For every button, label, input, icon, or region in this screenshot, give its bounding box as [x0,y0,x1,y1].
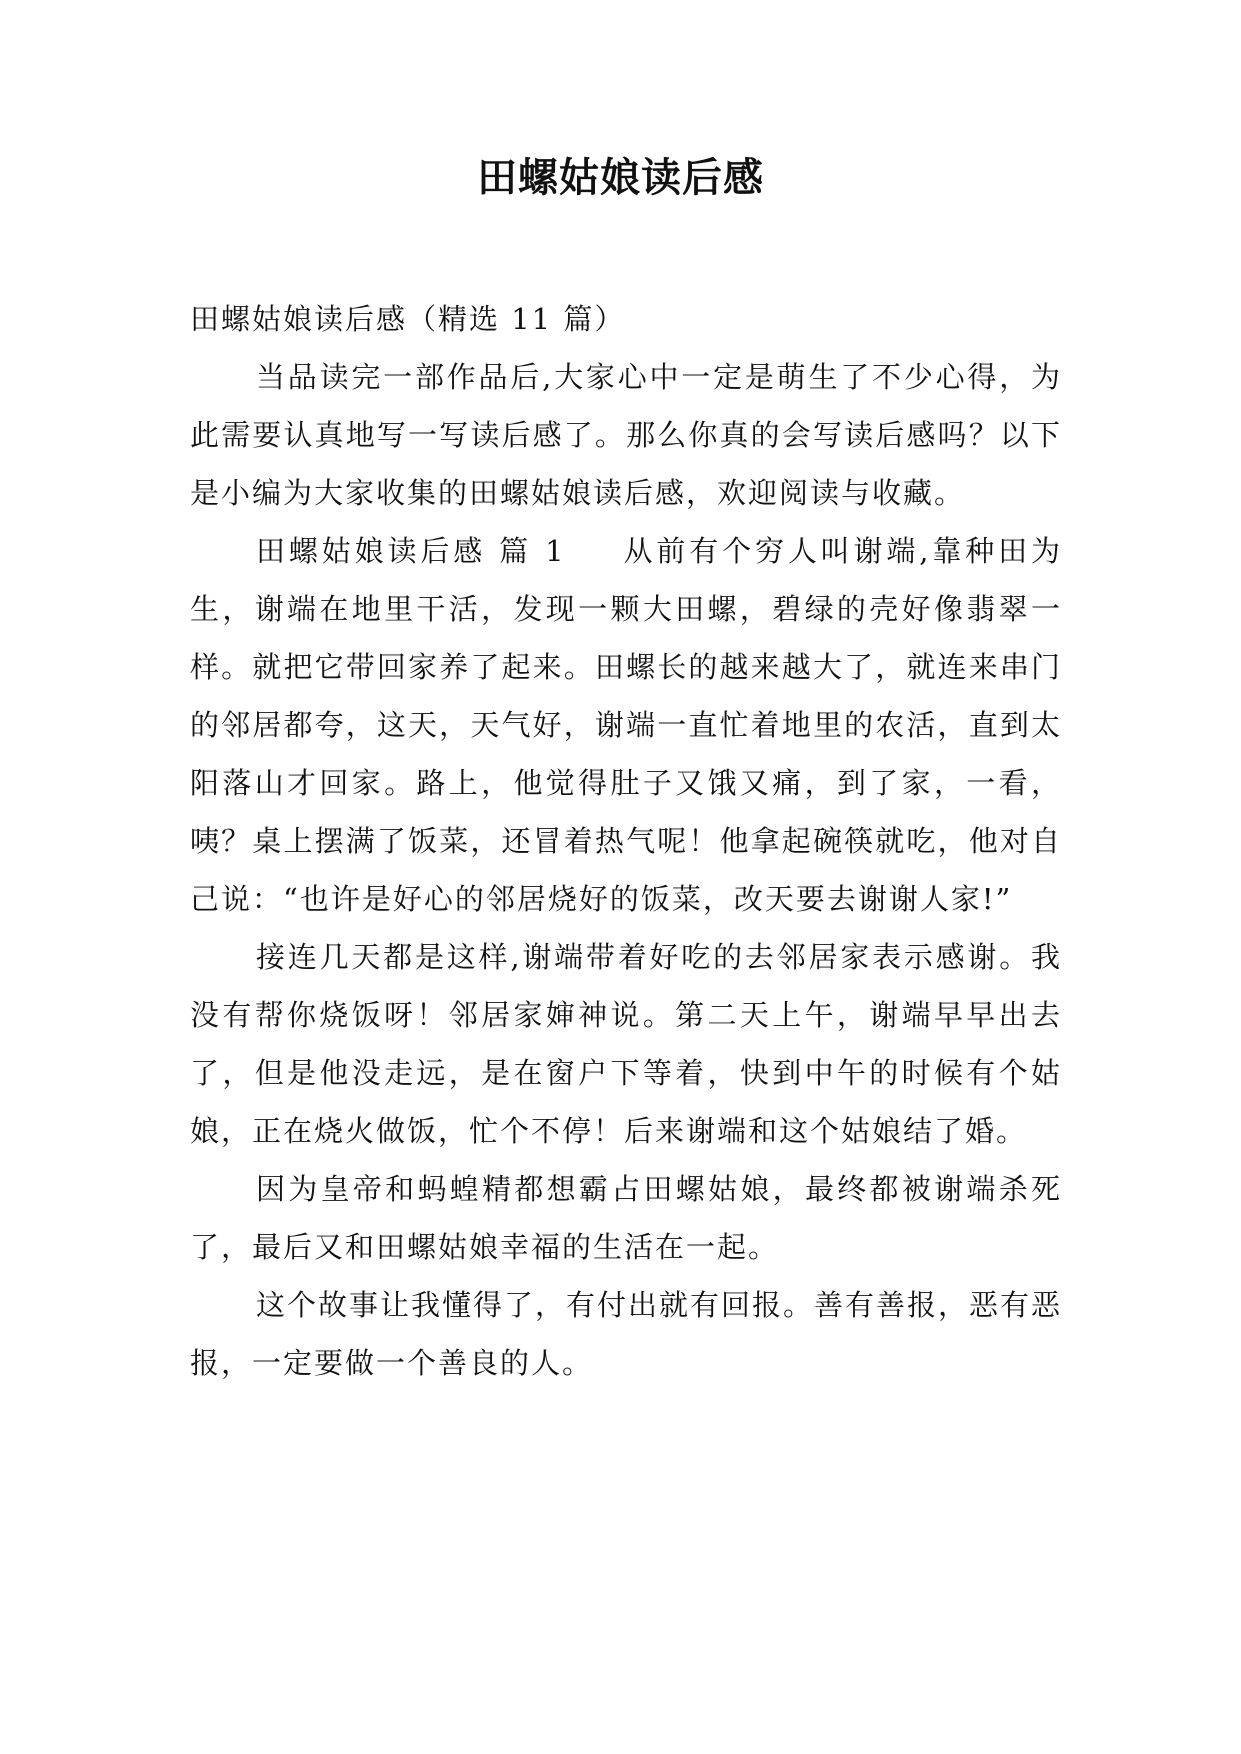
document-subtitle: 田螺姑娘读后感（精选 11 篇） [190,302,626,336]
paragraph-3: 因为皇帝和蚂蝗精都想霸占田螺姑娘，最终都被谢端杀死了，最后又和田螺姑娘幸福的生活在一起。 [190,1172,1062,1264]
section-1-paragraph [190,522,1062,928]
document-title: 田螺姑娘读后感 [477,155,764,201]
paragraph-4: 这个故事让我懂得了，有付出就有回报。善有善报，恶有恶报，一定要做一个善良的人。 [190,1288,1063,1380]
intro-paragraph: 当品读完一部作品后,大家心中一定是萌生了不少心得，为此需要认真地写一写读后感了。那么你真的会写读后感吗？以下是小编为大家收集的田螺姑娘读后感，欢迎阅读与收藏。 [190,360,1062,510]
document-body [190,290,1062,1392]
paragraph-2: 接连几天都是这样,谢端带着好吃的去邻居家表示感谢。我没有帮你烧饭呀！邻居家婶神说。第二天上午，谢端早早出去了，但是他没走远，是在窗户下等着，快到中午的时候有个姑娘，正在烧火做饭，忙个不停！后来谢端和这个姑娘结了婚。 [190,940,1062,1148]
section-1-body: 从前有个穷人叫谢端,靠种田为生，谢端在地里干活，发现一颗大田螺，碧绿的壳好像翡翠一样。就把它带回家养了起来。田螺长的越来越大了，就连来串门的邻居都夸，这天，天气好，谢端一直忙着地里的农活，直到太阳落山才回家。路上，他觉得肚子又饿又痛，到了家，一看，咦？桌上摆满了饭菜，还冒着热气呢！他拿起碗筷就吃，他对自己说：“也许是好心的邻居烧好的饭菜，改天要去谢谢人家!” [190,534,1062,916]
section-1-heading: 田螺姑娘读后感 篇 1 [256,534,566,568]
